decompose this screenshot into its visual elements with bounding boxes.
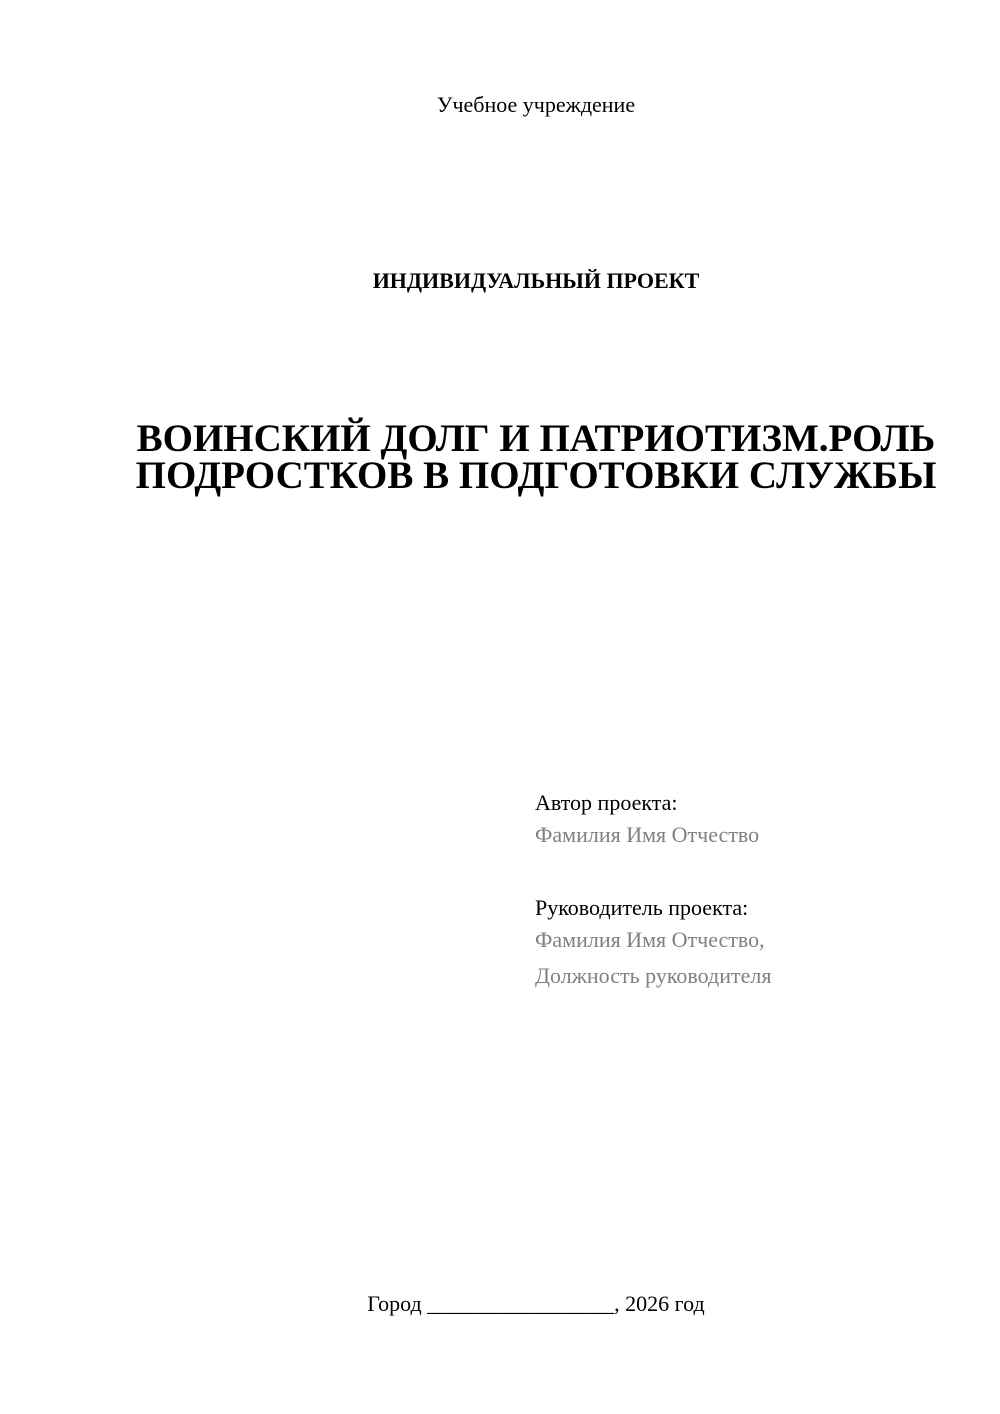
supervisor-block	[535, 894, 955, 994]
author-label: Автор проекта:	[535, 790, 678, 815]
supervisor-position: Должность руководителя	[535, 963, 772, 988]
city-year-line: Город _________________, 2026 год	[367, 1291, 705, 1316]
project-title: ВОИНСКИЙ ДОЛГ И ПАТРИОТИЗМ.РОЛЬ ПОДРОСТКОВ В ПОДГОТОВКИ СЛУЖБЫ	[135, 417, 937, 497]
author-block	[535, 789, 955, 853]
project-type-heading: ИНДИВИДУАЛЬНЫЙ ПРОЕКТ	[372, 268, 700, 293]
supervisor-label: Руководитель проекта:	[535, 895, 749, 920]
supervisor-name: Фамилия Имя Отчество,	[535, 927, 765, 952]
author-name: Фамилия Имя Отчество	[535, 822, 760, 847]
institution-name: Учебное учреждение	[436, 92, 636, 117]
